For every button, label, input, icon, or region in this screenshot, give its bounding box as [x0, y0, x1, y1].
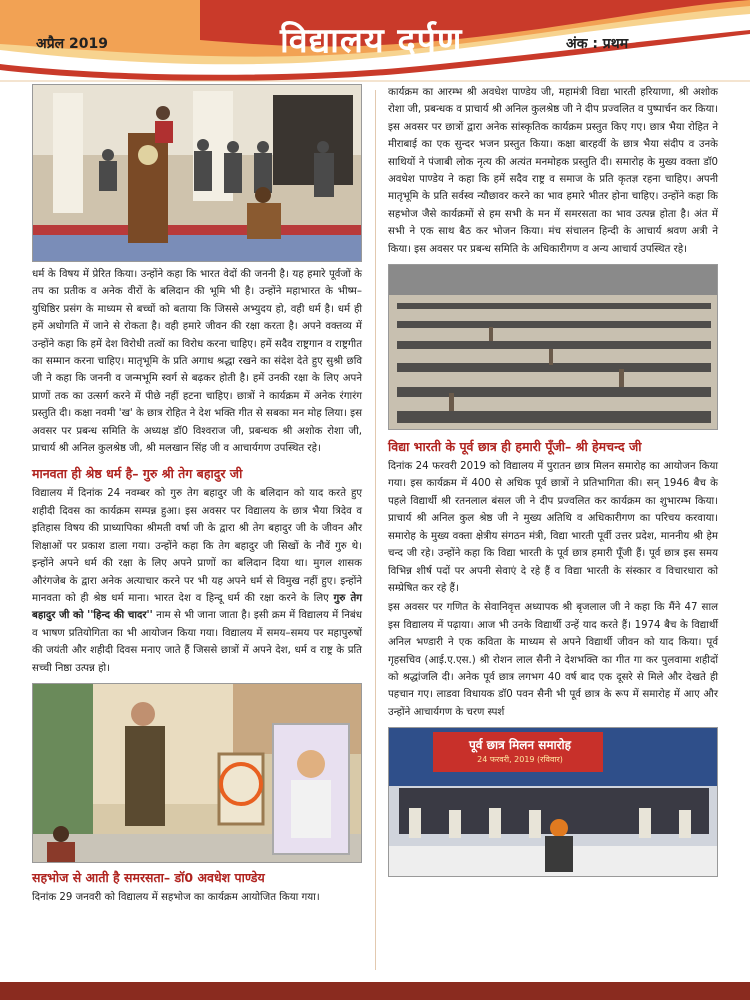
article-3-text: दिनांक 29 जनवरी को विद्यालय में सहभोज का कार्यक्रम आयोजित किया गया। [32, 891, 320, 903]
publication-title: विद्यालय दर्पण [280, 21, 463, 61]
photo-stage-speech [32, 84, 362, 262]
issue-date: अप्रैल 2019 [36, 36, 108, 52]
right-column [388, 84, 718, 877]
page-header [0, 0, 750, 82]
article-4-text: दिनांक 24 फरवरी 2019 को विद्यालय में पुरातन छात्र मिलन समारोह का आयोजन किया गया। इस कार्यक्रम में 400 से अधिक पूर्व छात्रों ने प्रतिभागिता की। सन् 1946 बैच के पहले विद्यार्थी श्री रतनलाल बंसल जी ने दीप प्रज्वलित कर कार्यक्रम का शुभारम्भ किया। प्राचार्य श्री अनिल कुल श्रेष्ठ जी ने मुख्य अतिथि व अधिकारीगण का परिचय करवाया। समारोह के मुख्य वक्ता क्षेत्रीय संगठन मंत्री, विद्या भारती पूर्वी उत्तर प्रदेश, माननीय श्री हेम चन्द जी रहे। उन्होंने कहा कि विद्या भारती के पूर्व छात्र हमारी पूँजी हैं। पूर्व छात्र इस समय विभिन्न शीर्ष पदों पर अपनी सेवाएं दे रहे हैं व विद्या भारती के संस्कार व विचारधारा को सम्प्रेषित कर रहे हैं। [388, 461, 718, 594]
photo-tribute [32, 683, 362, 863]
banner-text: पूर्व छात्र मिलन समारोह [468, 738, 572, 753]
issue-number: अंक : प्रथम [566, 36, 629, 52]
article-3-continued-text: कार्यक्रम का आरम्भ श्री अवधेश पाण्डेय जी, महामंत्री विद्या भारती हरियाणा, श्री अशोक रोशा जी, प्रबन्धक व प्राचार्य श्री अनिल कुलश्रेष्ठ जी ने दीप प्रज्वलित व पुष्पार्चन कर किया। इस अवसर पर छात्रों द्वारा अनेक सांस्कृतिक कार्यक्रम प्रस्तुत किए गए। छात्र भैया रोहित ने मीराबाई का एक सुन्दर भजन प्रस्तुत किया। कक्षा बारहवीं के छात्र भैया संदीप व उनके साथियों ने पंजाबी लोक नृत्य की अत्यंत मनमोहक प्रस्तुति दी। समारोह के मुख्य वक्ता डॉ0 अवधेश पाण्डेय ने कहा कि हमें सदैव राष्ट्र व समाज के प्रति कृतज्ञ रहना चाहिए। अपनी मातृभूमि के प्रति सर्वस्व न्यौछावर करने का भाव हमारे भीतर होना चाहिए। उन्होंने कहा कि सहभोज जैसे कार्यक्रमों से हम सभी के मन में समरसता का भाव उत्पन्न होता है। अंत में सभी ने एक साथ बैठ कर भोजन किया। मंच संचालन हिन्दी के आचार्य श्रवण अत्री ने किया। इस अवसर पर प्रबन्ध समिति के अधिकारीगण व अन्य आचार्य उपस्थित रहे। [388, 87, 718, 255]
left-column [32, 84, 362, 906]
article-4-heading: विद्या भारती के पूर्व छात्र ही हमारी पूँजी– श्री हेमचन्द जी [388, 439, 642, 455]
article-2-text-part1: विद्यालय में दिनांक 24 नवम्बर को गुरु तेग बहादुर जी के बलिदान को याद करते हुए शहीदी दिवस का कार्यक्रम सम्पन्न हुआ। इस अवसर पर विद्यालय के छात्र भैया त्रिदेव व इतिहास विषय की प्राध्यापिका श्रीमती वर्षा जी के द्वारा श्री तेग बहादुर जी के जीवन और शिक्षाओं पर प्रकाश डाला गया। उन्होंने कहा कि तेग बहादुर जी सिखों के नौवें गुरु थे। इन्होंने अपने धर्म की रक्षा के लिए अपने प्राणों का बलिदान दिया था। मुगल शासक औरंगजेब के द्वारा अनेक अत्याचार करने पर भी यह अपने धर्म से विमुख नहीं हुए। इन्होंने मानवता को ही श्रेष्ठ धर्म माना। भारत देश व हिन्दू धर्म की रक्षा करने के लिए [32, 488, 362, 604]
article-3-heading: सहभोज से आती है समरसता– डॉ0 अवधेश पाण्डेय [32, 869, 265, 885]
footer-bar [0, 982, 750, 1000]
column-divider [375, 90, 376, 970]
photo-assembly [388, 264, 718, 430]
article-1-text: धर्म के विषय में प्रेरित किया। उन्होंने कहा कि भारत वेदों की जननी है। यह हमारे पूर्वजों के तप का प्रतीक व अनेक वीरों के बलिदान की भूमि भी है। उन्होंने महाभारत के भीष्म–युधिष्ठिर प्रसंग के माध्यम से बच्चों को बताया कि जिससे अभ्युदय हो, वही धर्म है। धर्म ही हमें अधोगति में जाने से रोकता है। वही हमारे जीवन की रक्षा करता है। अपने वक्तव्य में उन्होंने कहा कि हमें देश विरोधी तत्वों का विरोध करना चाहिए। हमें सदैव राष्ट्रगान व राष्ट्रगीत का सम्मान करना चाहिए। मातृभूमि के प्रति अगाध श्रद्धा रखने का संदेश देते हुए सुश्री छवि जी ने कहा कि जननी व जन्मभूमि स्वर्ग से बढ़कर होती है। हमें उनकी रक्षा के लिए अपने प्राणों तक का उत्सर्ग करने में पीछे नहीं हटना चाहिए। छात्रों ने कार्यक्रम में अनेक रंगारंग प्रस्तुति दी। कक्षा नवमी 'ख' के छात्र रोहित ने देश भक्ति गीत से सबका मन मोह लिया। इस अवसर पर प्रबन्ध समिति के अध्यक्ष डॉ0 विश्वराज जी, प्रबन्धक श्री अशोक रोशा जी, प्राचार्य श्री अनिल कुलश्रेष्ठ जी, श्री मलखान सिंह जी व आचार्यगण उपस्थित रहे। [32, 269, 362, 455]
article-2-text-part2: नाम से भी जाना जाता है। इसी क्रम में विद्यालय में निबंध व भाषण प्रतियोगिता का भी आयोजन किया गया। विद्यालय में समय–समय पर महापुरुषों की जयंती और शहीदी दिवस मनाए जाते हैं जिससे छात्रों में अपने देश, धर्म व राष्ट्र के प्रति सच्ची निष्ठा उत्पन्न हो। [32, 610, 363, 674]
article-2-heading: मानवता ही श्रेष्ठ धर्म है– गुरु श्री तेग बहादुर जी [32, 466, 243, 482]
banner-subtext: 24 फरवरी, 2019 (रविवार) [477, 755, 563, 765]
photo-alumni-meet [388, 727, 718, 877]
article-4-text-continued: इस अवसर पर गणित के सेवानिवृत्त अध्यापक श्री बृजलाल जी ने कहा कि मैंने 47 साल इस विद्यालय में पढ़ाया। आज भी उनके विद्यार्थी उन्हें याद करते हैं। 1974 बैच के विद्यार्थी अनिल भण्डारी ने एक कविता के माध्यम से अपने विद्यार्थी जीवन को याद किया। पूर्व गृहसचिव (आई.ए.एस.) श्री रोशन लाल सैनी ने देशभक्ति का गीत गा कर पुलवामा शहीदों को श्रद्धांजलि दी। अनेक पूर्व छात्र लगभग 40 वर्ष बाद एक दूसरे से मिले और देखते ही पहचान गए। लाडवा विधायक डॉ0 पवन सैनी भी पूर्व छात्र के रूप में समारोह में आए और उन्होंने आचार्यगण के चरण स्पर्श [388, 602, 718, 718]
article-2-emphasis: गुरु तेग बहादुर जी को ''हिन्द की चादर'' [32, 592, 362, 622]
article-2-text [32, 485, 362, 676]
